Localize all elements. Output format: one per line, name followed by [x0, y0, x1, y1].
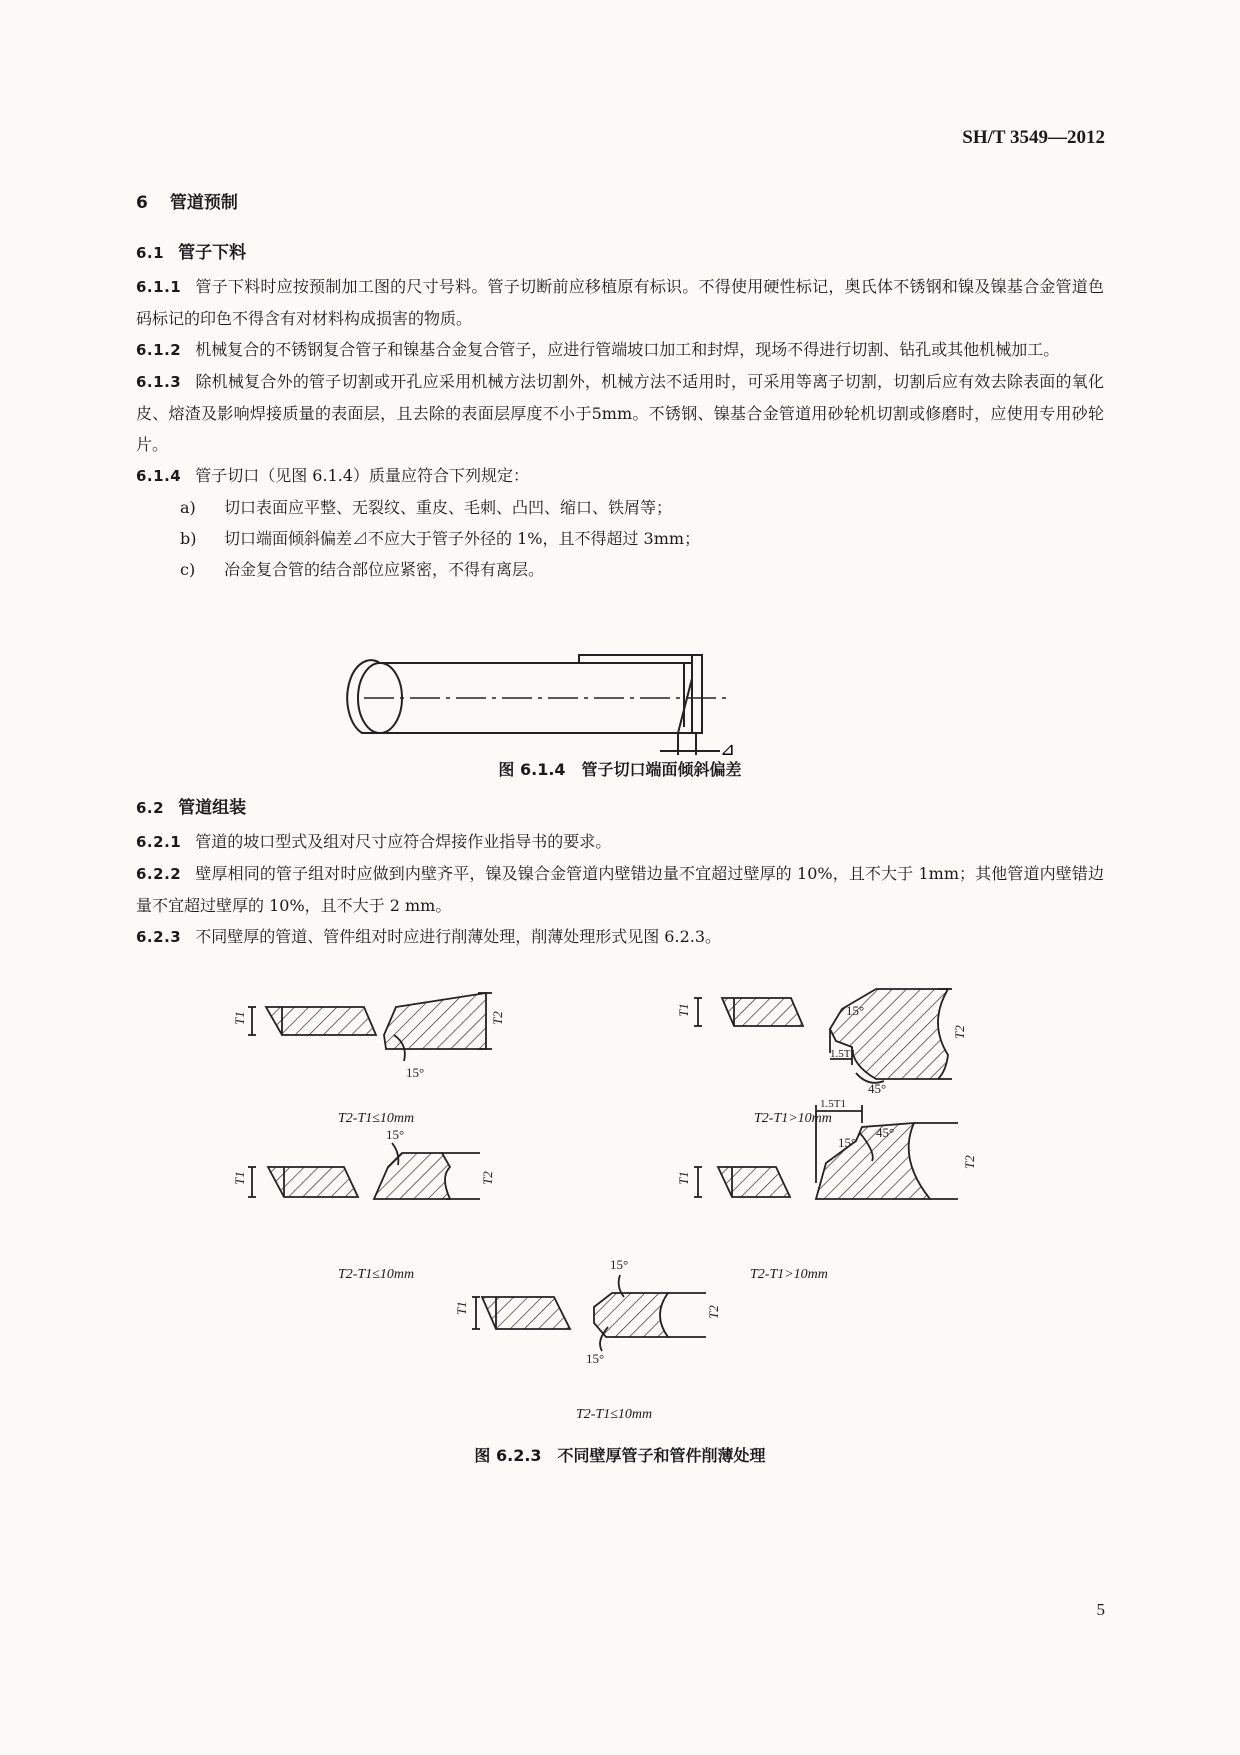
delta-symbol: ⊿	[720, 739, 736, 757]
angle-label: 15°	[846, 1003, 865, 1018]
angle-label: 15°	[838, 1135, 857, 1150]
clause-number: 6.1	[136, 244, 165, 262]
clause-text: 管子下料时应按预制加工图的尺寸号料。管子切断前应移植原有标识。不得使用硬性标记，奥氏体不锈钢和镍及镍基合金管道色码标记的印色不得含有对材料构成损害的物质。	[136, 277, 1104, 328]
dim-label: 1.5T1	[820, 1098, 846, 1110]
condition-label: T2-T1≤10mm	[576, 1407, 653, 1422]
clause-text: 管子切口（见图 6.1.4）质量应符合下列规定：	[195, 466, 530, 485]
t2-label: T2	[962, 1155, 977, 1169]
angle-label: 15°	[586, 1351, 605, 1366]
main-content	[136, 188, 1104, 1543]
clause-6-2-2	[136, 858, 1104, 921]
t1-label: T1	[676, 1003, 691, 1017]
clause-number: 6.2.3	[136, 928, 182, 946]
figure-caption: 图 6.1.4 管子切口端面倾斜偏差	[498, 760, 742, 779]
list-text: 切口表面应平整、无裂纹、重皮、毛刺、凸凹、缩口、铁屑等；	[224, 498, 673, 517]
list-marker: b)	[180, 529, 197, 548]
clause-6-1-3	[136, 366, 1104, 460]
list-text: 冶金复合管的结合部位应紧密，不得有离层。	[224, 560, 545, 579]
thinning-drawing	[136, 953, 1104, 1473]
clause-6-1-1	[136, 271, 1104, 334]
clause-number: 6.1.1	[136, 278, 182, 296]
drawing-1	[248, 993, 492, 1061]
section-number: 6	[136, 193, 148, 213]
clause-text: 机械复合的不锈钢复合管子和镍基合金复合管子，应进行管端坡口加工和封焊，现场不得进行切割、钻孔或其他机械加工。	[195, 340, 1060, 359]
figure-6-1-4	[136, 597, 1104, 793]
clause-title: 管子下料	[178, 243, 247, 263]
condition-label: T2-T1≤10mm	[338, 1267, 415, 1282]
drawing-3	[248, 1143, 480, 1199]
t1-label: T1	[676, 1171, 691, 1185]
angle-label: 15°	[406, 1065, 425, 1080]
figure-6-2-3	[136, 953, 1104, 1543]
clause-number: 6.1.2	[136, 341, 182, 359]
clause-6-2-1	[136, 826, 1104, 858]
t2-label: T2	[952, 1025, 967, 1039]
angle-label: 45°	[868, 1081, 887, 1096]
section-6-1-heading	[136, 238, 1104, 268]
t2-label: T2	[706, 1305, 721, 1319]
condition-label: T2-T1≤10mm	[338, 1111, 415, 1126]
clause-title: 管道组装	[178, 798, 247, 818]
clause-number: 6.2.1	[136, 833, 182, 851]
drawing-2	[694, 989, 952, 1083]
clause-text: 壁厚相同的管子组对时应做到内壁齐平，镍及镍合金管道内壁错边量不宜超过壁厚的 10%，且不大于 1mm；其他管道内壁错边量不宜超过壁厚的 10%，且不大于 2 mm。	[136, 864, 1104, 915]
dim-label: 1.5T1	[830, 1048, 856, 1060]
t2-label: T2	[480, 1171, 495, 1185]
section-6-2-heading	[136, 793, 1104, 823]
clause-number: 6.1.3	[136, 373, 182, 391]
angle-label: 45°	[876, 1125, 895, 1140]
list-marker: c)	[180, 560, 196, 579]
t2-label: T2	[490, 1011, 505, 1025]
clause-6-2-3	[136, 921, 1104, 953]
list-text: 切口端面倾斜偏差⊿不应大于管子外径的 1%，且不得超过 3mm；	[224, 529, 701, 548]
clause-6-1-4	[136, 460, 1104, 492]
clause-text: 除机械复合外的管子切割或开孔应采用机械方法切割外，机械方法不适用时，可采用等离子切割，切割后应有效去除表面的氧化皮、熔渣及影响焊接质量的表面层，且去除的表面层厚度不小于5mm。不锈钢、镍基合金管道用砂轮机切割或修磨时，应使用专用砂轮片。	[136, 372, 1104, 454]
figure-caption: 图 6.2.3 不同壁厚管子和管件削薄处理	[474, 1446, 766, 1465]
clause-number: 6.2	[136, 799, 165, 817]
angle-label: 15°	[386, 1127, 405, 1142]
clause-text: 不同壁厚的管道、管件组对时应进行削薄处理，削薄处理形式见图 6.2.3。	[195, 927, 722, 946]
angle-label: 15°	[610, 1257, 629, 1272]
standard-number: SH/T 3549—2012	[962, 127, 1105, 148]
drawing-5	[472, 1275, 706, 1351]
clause-6-1-2	[136, 334, 1104, 366]
t1-label: T1	[454, 1301, 469, 1315]
page-number: 5	[1096, 1600, 1105, 1619]
clause-number: 6.2.2	[136, 865, 182, 883]
list-item	[136, 554, 1104, 585]
list-item	[136, 523, 1104, 554]
t1-label: T1	[232, 1011, 247, 1025]
clause-text: 管道的坡口型式及组对尺寸应符合焊接作业指导书的要求。	[195, 832, 612, 851]
clause-number: 6.1.4	[136, 467, 182, 485]
list-item	[136, 492, 1104, 523]
condition-label: T2-T1>10mm	[750, 1267, 828, 1282]
pipe-cut-drawing	[136, 597, 1104, 757]
section-6-heading	[136, 188, 1104, 218]
list-marker: a)	[180, 498, 196, 517]
t1-label: T1	[232, 1171, 247, 1185]
condition-label: T2-T1>10mm	[754, 1111, 832, 1126]
section-title: 管道预制	[169, 193, 238, 213]
